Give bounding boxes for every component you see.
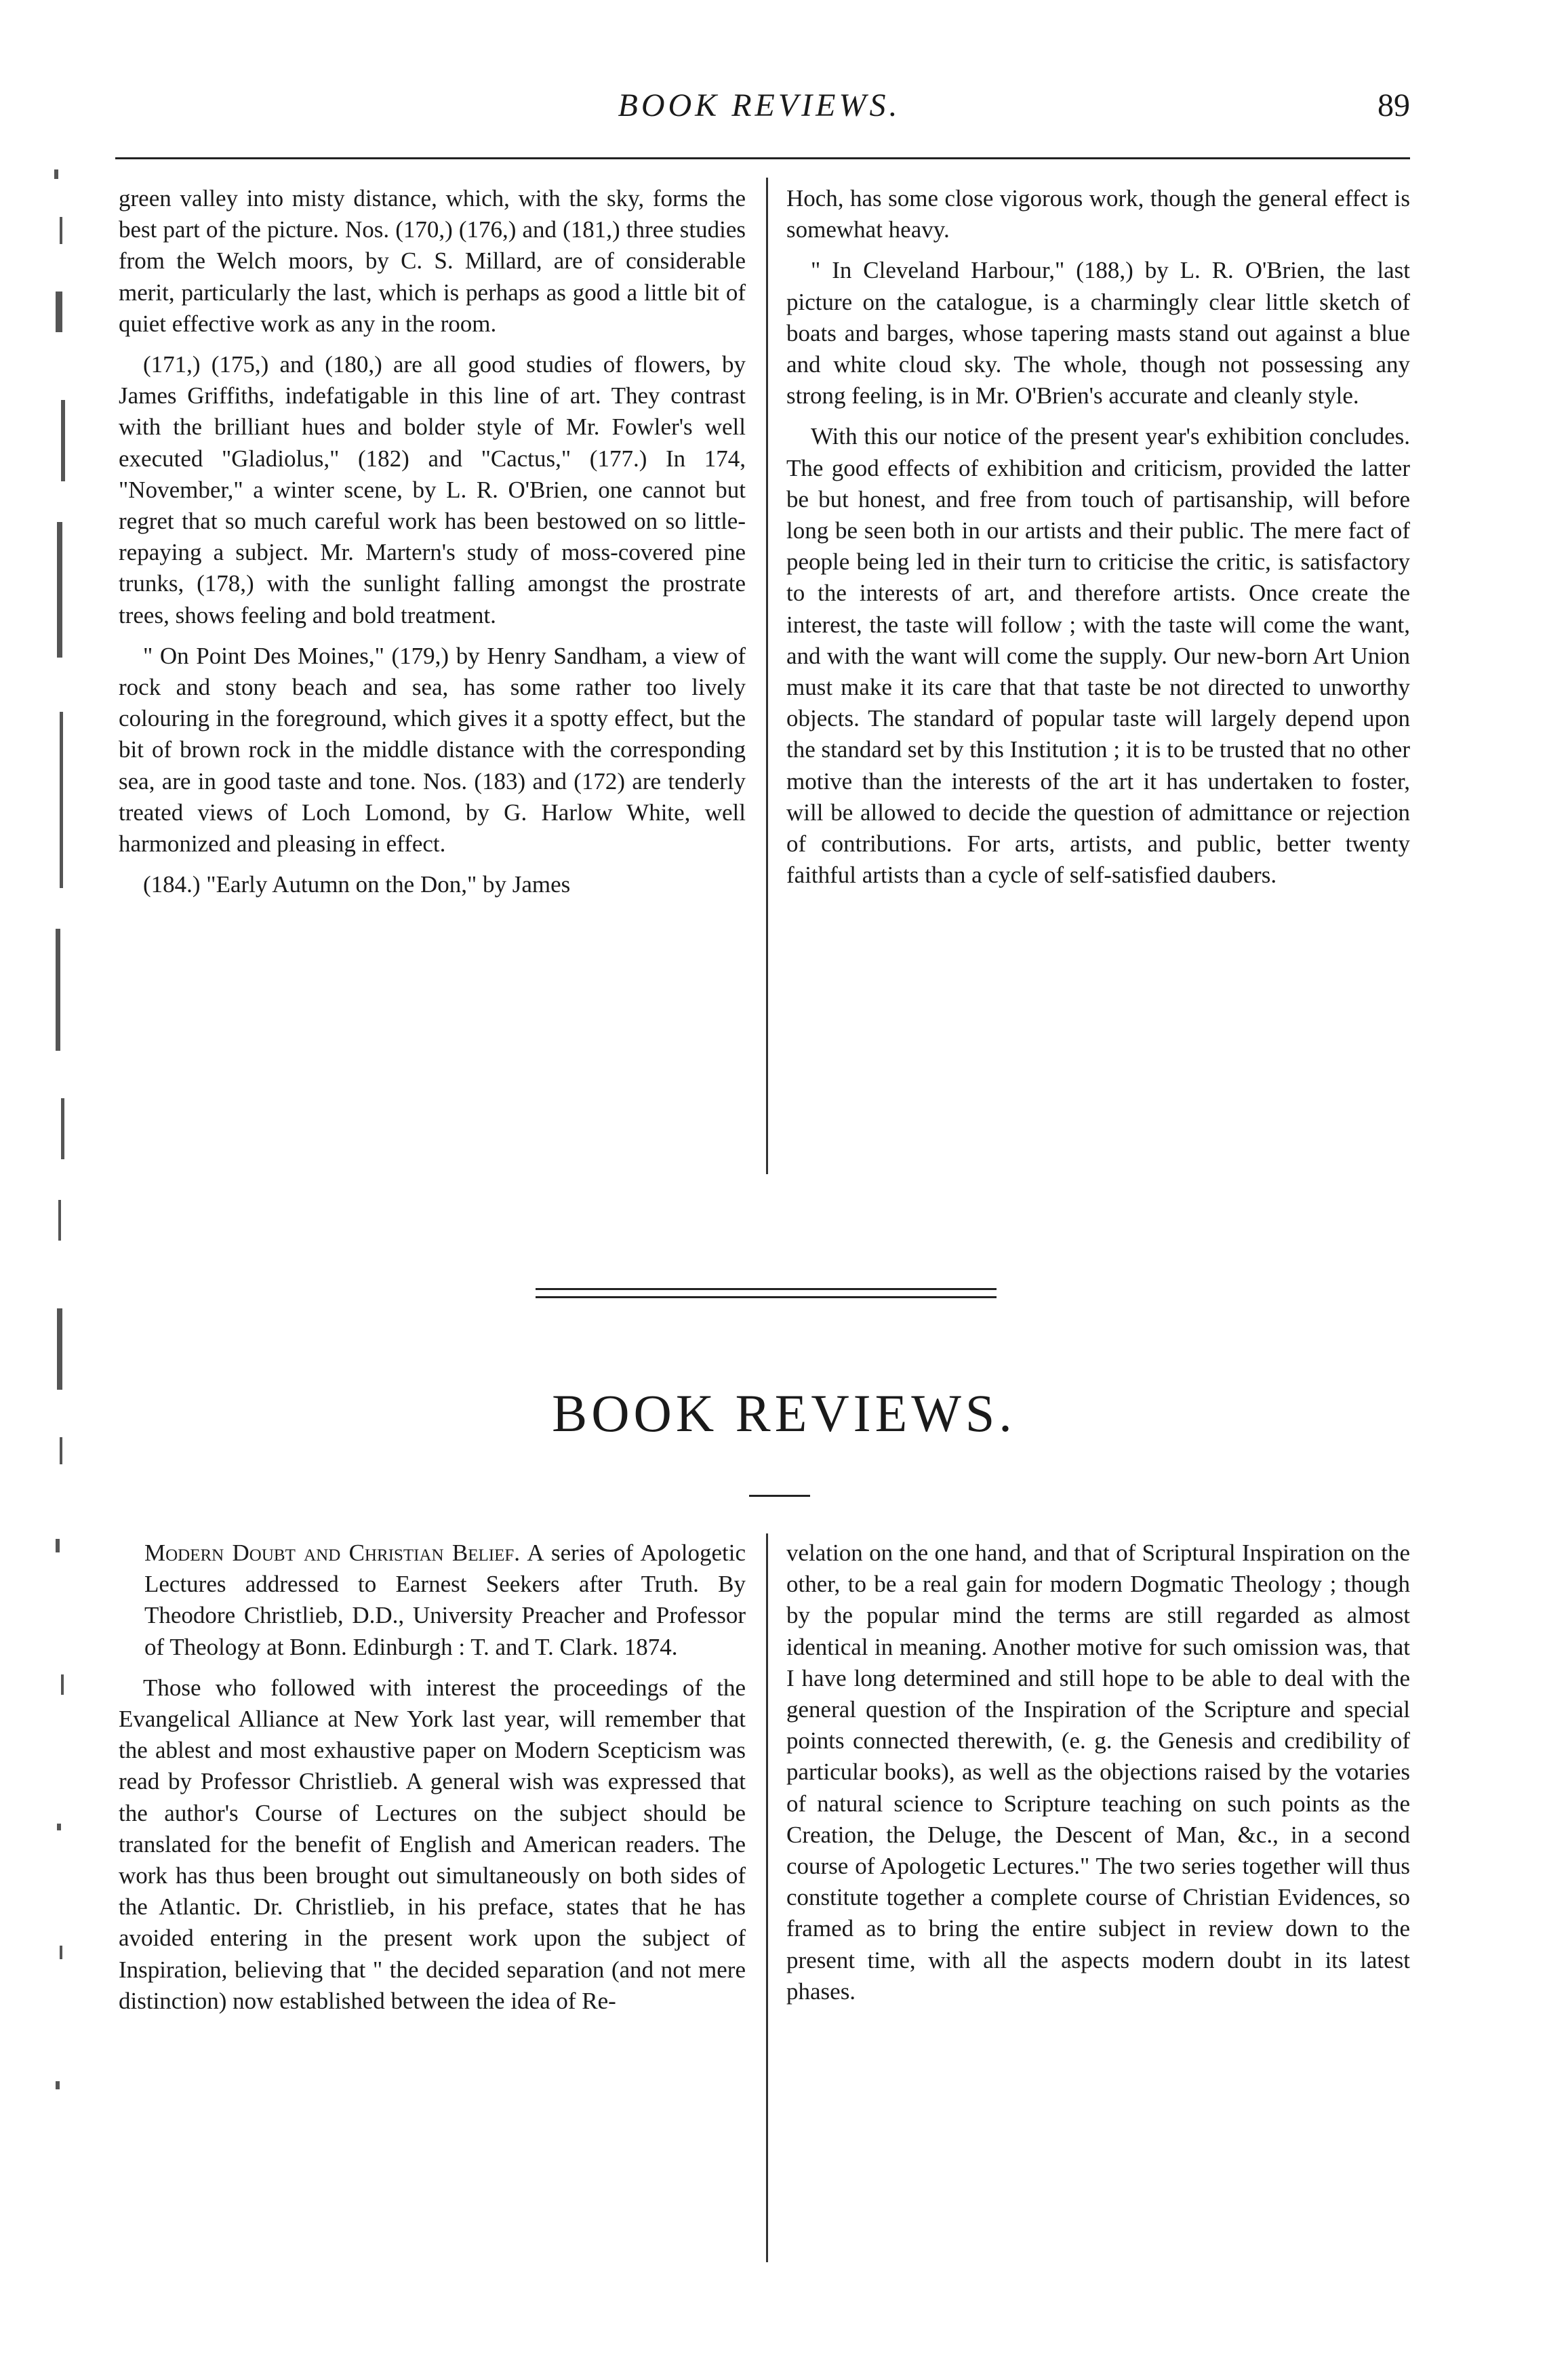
- paragraph: " In Cleveland Harbour," (188,) by L. R. O'Brien, the last picture on the catalogue, is a charmingly clear little sketch of boats and barges, whose tapering masts stand out against a blue and white cloud sky. The whole, though not possessing any strong feeling, is in Mr. O'Brien's accurate and cleanly style.: [786, 257, 1410, 409]
- review-paragraph: Those who followed with interest the proceedings of the Evangelical Alliance at New York last year, will remember that the ablest and most exhaustive paper on Modern Scepticism was read by Professor Christlieb. A general wish was expressed that the author's Course of Lectures on the subject should be translated for the benefit of English and American readers. The work has thus been brought out simultaneously on both sides of the Atlantic. Dr. Christlieb, in his preface, states that he has avoided entering in the present work upon the subject of Inspiration, believing that " the decided separation (and not mere distinction) now established between the idea of Re-: [119, 1674, 746, 2014]
- running-title: BOOK REVIEWS.: [618, 87, 901, 123]
- column-divider: [766, 178, 768, 1174]
- section-divider-top: [536, 1288, 997, 1290]
- page-header: [108, 87, 1410, 134]
- section-divider-bottom: [536, 1296, 997, 1298]
- header-rule: [115, 157, 1410, 159]
- section-title-rule: [749, 1495, 810, 1497]
- book-title: Modern Doubt and Christian Belief.: [144, 1540, 520, 1566]
- review-left-column: [119, 1538, 746, 2026]
- book-details: A series of Apologetic Lectures addressed to Earnest Seekers after Truth. By Theodore Christlieb, D.D., University Preacher and Professor of Theology at Bonn. Edinburgh : T. and T. Clark. 1874.: [144, 1540, 746, 1660]
- page-number: 89: [1378, 87, 1410, 123]
- paragraph: green valley into misty distance, which, with the sky, forms the best part of the picture. Nos. (170,) (176,) and (181,) three studies from the Welch moors, by C. S. Millard, are of considerable merit, particularly the last, which is perhaps as good a little bit of quiet effective work as any in the room.: [119, 185, 746, 337]
- paragraph: (171,) (175,) and (180,) are all good studies of flowers, by James Griffiths, indefatigable in this line of art. They contrast with the brilliant hues and bolder style of Mr. Fowler's well executed "Gladiolus," (182) and "Cactus," (177.) In 174, "November," a winter scene, by L. R. O'Brien, one cannot but regret that so much careful work has been bestowed on so little-repaying a subject. Mr. Martern's study of moss-covered pine trunks, (178,) with the sunlight falling amongst the prostrate trees, shows feeling and bold treatment.: [119, 351, 746, 628]
- book-citation: [119, 1538, 746, 1663]
- paragraph: (184.) "Early Autumn on the Don," by James: [143, 871, 571, 898]
- upper-right-column: [786, 183, 1410, 900]
- paragraph: " On Point Des Moines," (179,) by Henry Sandham, a view of rock and stony beach and sea, has some rather too lively colouring in the foreground, which gives it a spotty effect, but the bit of brown rock in the middle distance with the corresponding sea, are in good taste and tone. Nos. (183) and (172) are tenderly treated views of Loch Lomond, by G. Harlow White, well harmonized and pleasing in effect.: [119, 642, 746, 858]
- paragraph: Hoch, has some close vigorous work, though the general effect is somewhat heavy.: [786, 185, 1410, 243]
- paragraph: With this our notice of the present year's exhibition concludes. The good effects of exhibition and criticism, provided the latter be but honest, and free from touch of partisanship, will before long be seen both in our artists and their public. The mere fact of people being led in their turn to criticise the critic, is satisfactory to the interests of art, and therefore artists. Once create the interest, the taste will follow ; with the taste will come the want, and with the want will come the supply. Our new-born Art Union must make it its care that that taste be not directed to unworthy objects. The standard of popular taste will largely depend upon the standard set by this Institution ; it is to be trusted that no other motive than the interests of the art it has undertaken to foster, will be allowed to decide the question of admittance or rejection of contributions. For arts, artists, and public, better twenty faithful artists than a cycle of self-satisfied daubers.: [786, 423, 1410, 889]
- column-divider: [766, 1533, 768, 2262]
- scan-margin-noise: [47, 115, 75, 2285]
- section-title: BOOK REVIEWS.: [552, 1384, 1016, 1443]
- review-right-column: [786, 1538, 1410, 2017]
- review-paragraph: velation on the one hand, and that of Scriptural Inspiration on the other, to be a real gain for modern Dogmatic Theology ; though by the popular mind the terms are still regarded as almost identical in meaning. Another motive for such omission was, that I have long determined and still hope to be able to deal with the general question of the Inspiration of the Scripture and special points connected therewith, (e. g. the Genesis and credibility of particular books), as well as the objections raised by the votaries of natural science to Scripture teaching on such points as the Creation, the Deluge, the Descent of Man, &c., in a second course of Apologetic Lectures." The two series together will thus constitute together a complete course of Christian Evidences, so framed as to bring the entire subject in review down to the present time, with all the aspects modern doubt in its latest phases.: [786, 1540, 1410, 2005]
- upper-left-column: [119, 183, 746, 910]
